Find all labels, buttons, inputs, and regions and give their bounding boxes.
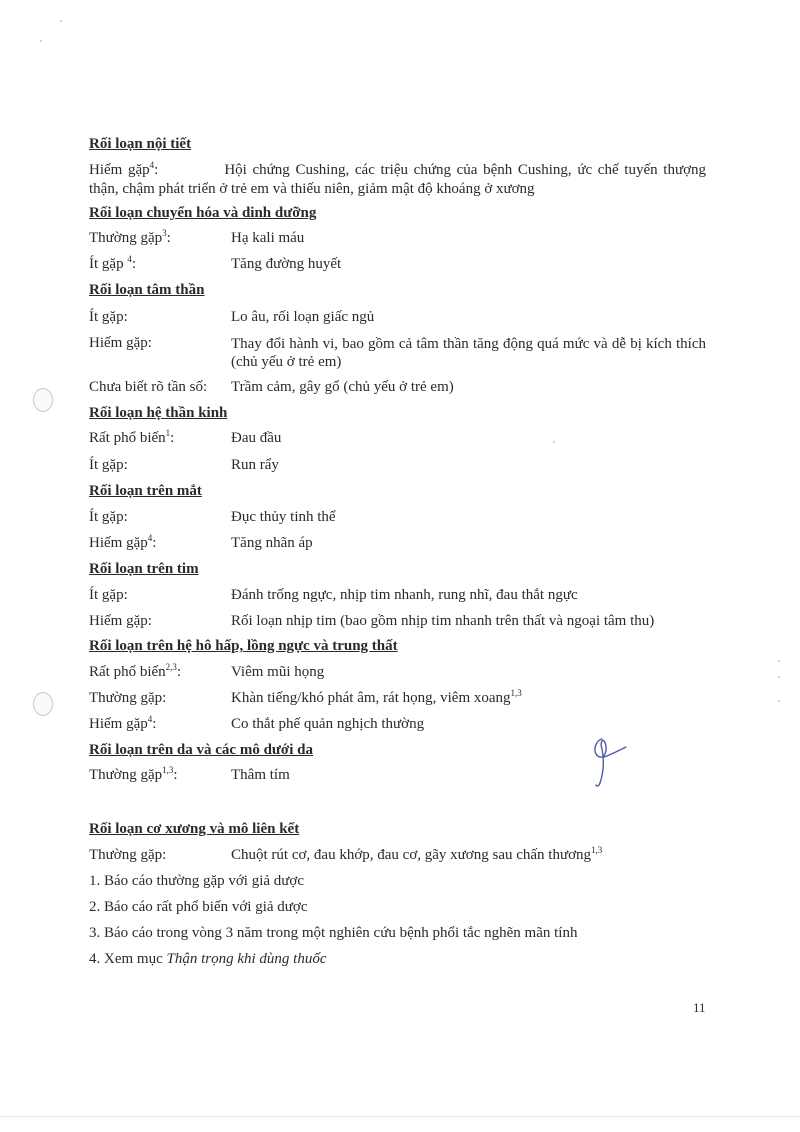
page-number: 11 — [693, 1000, 706, 1015]
musculo-common-label: Thường gặp: — [89, 847, 167, 863]
footnote-4-italic: Thận trọng khi dùng thuốc — [166, 951, 327, 967]
freq-label: Hiếm gặp — [89, 162, 150, 178]
section-heading-skin: Rối loạn trên da và các mô dưới da — [89, 742, 313, 758]
respiratory-rare-label — [89, 716, 156, 733]
section-heading-psychiatric: Rối loạn tâm thần — [89, 282, 205, 298]
footnote-ref: 4 — [147, 714, 153, 724]
footnote-1: 1. Báo cáo thường gặp với giả dược — [89, 873, 305, 889]
footnote-ref: 4 — [149, 160, 155, 170]
respiratory-very-common-label — [89, 664, 181, 681]
footnote-4 — [89, 951, 326, 968]
section-heading-respiratory: Rối loạn trên hệ hô hấp, lồng ngực và trung thất — [89, 638, 398, 654]
musculo-common-value — [231, 847, 602, 864]
scan-edge-line — [0, 1116, 800, 1117]
metabolism-uncommon-label — [89, 256, 136, 273]
footnote-ref: 1 — [165, 428, 171, 438]
freq-colon: : — [166, 230, 171, 246]
freq-label: Rất phổ biến — [89, 664, 166, 680]
footnote-4-prefix: 4. Xem mục — [89, 951, 167, 967]
scan-speck-icon — [778, 700, 780, 702]
freq-colon: : — [176, 664, 182, 680]
eye-uncommon-label: Ít gặp: — [89, 509, 128, 525]
metabolism-uncommon-value: Tăng đường huyết — [231, 256, 342, 272]
section-heading-cardiac: Rối loạn trên tim — [89, 561, 199, 577]
freq-label: Hiếm gặp — [89, 716, 148, 732]
freq-colon: : — [170, 430, 175, 446]
freq-label: Thường gặp — [89, 230, 163, 246]
freq-colon: : — [152, 716, 157, 732]
cardiac-rare-value: Rối loạn nhịp tim (bao gồm nhịp tim nhanh trên thất và ngoại tâm thu) — [231, 613, 655, 629]
freq-label: Hiếm gặp — [89, 535, 148, 551]
nervous-uncommon-value: Run rẩy — [231, 457, 279, 473]
footnote-ref: 4 — [127, 254, 132, 264]
respiratory-common-value — [231, 690, 522, 707]
scan-speck-icon — [553, 441, 555, 443]
freq-colon: : — [173, 767, 178, 783]
eye-rare-value: Tăng nhãn áp — [231, 535, 313, 551]
scan-speck-icon — [40, 40, 42, 42]
endocrine-rare-paragraph — [89, 161, 706, 199]
skin-common-label — [89, 767, 178, 784]
handwritten-initials-icon — [588, 733, 628, 789]
freq-label: Thường gặp — [89, 767, 163, 783]
metabolism-common-label — [89, 230, 171, 247]
nervous-very-common-label — [89, 430, 174, 447]
psychiatric-uncommon-label: Ít gặp: — [89, 309, 128, 325]
nervous-very-common-value: Đau đầu — [231, 430, 282, 446]
freq-colon: : — [154, 162, 159, 178]
footnote-ref: 2,3 — [165, 662, 177, 672]
eye-uncommon-value: Đục thủy tinh thể — [231, 509, 336, 525]
psychiatric-unknown-label: Chưa biết rõ tần số: — [89, 379, 208, 395]
punch-hole-icon — [33, 692, 53, 716]
footnote-ref: 3 — [162, 228, 167, 238]
footnote-ref: 1,3 — [591, 845, 603, 855]
scan-speck-icon — [60, 20, 62, 22]
scan-speck-icon — [778, 676, 780, 678]
footnote-3: 3. Báo cáo trong vòng 3 năm trong một nghiên cứu bệnh phổi tắc nghẽn mãn tính — [89, 925, 578, 941]
musculo-common-text: Chuột rút cơ, đau khớp, đau cơ, gãy xương sau chấn thương — [231, 847, 592, 863]
nervous-uncommon-label: Ít gặp: — [89, 457, 128, 473]
psychiatric-rare-label: Hiếm gặp: — [89, 335, 152, 351]
footnote-ref: 4 — [147, 533, 153, 543]
metabolism-common-value: Hạ kali máu — [231, 230, 305, 246]
freq-colon: : — [131, 256, 136, 272]
section-heading-nervous: Rối loạn hệ thần kinh — [89, 405, 228, 421]
footnote-ref: 1,3 — [510, 688, 522, 698]
footnote-2: 2. Báo cáo rất phổ biến với giả dược — [89, 899, 308, 915]
freq-label: Rất phổ biến — [89, 430, 166, 446]
respiratory-very-common-value: Viêm mũi họng — [231, 664, 325, 680]
psychiatric-rare-value: Thay đổi hành vi, bao gồm cả tâm thần tăng động quá mức và dễ bị kích thích (chủ yếu ở trẻ em) — [231, 336, 706, 370]
punch-hole-icon — [33, 388, 53, 412]
freq-colon: : — [152, 535, 157, 551]
psychiatric-unknown-value: Trầm cảm, gây gổ (chủ yếu ở trẻ em) — [231, 379, 454, 395]
skin-common-value: Thâm tím — [231, 767, 290, 783]
footnote-ref: 1,3 — [162, 765, 174, 775]
eye-rare-label — [89, 535, 156, 552]
cardiac-uncommon-label: Ít gặp: — [89, 587, 128, 603]
freq-label: Ít gặp — [89, 256, 128, 272]
section-heading-metabolism: Rối loạn chuyển hóa và dinh dưỡng — [89, 205, 317, 221]
respiratory-common-label: Thường gặp: — [89, 690, 167, 706]
respiratory-common-text: Khàn tiếng/khó phát âm, rát họng, viêm xoang — [231, 690, 511, 706]
section-heading-eye: Rối loạn trên mắt — [89, 483, 202, 499]
scan-speck-icon — [778, 660, 780, 662]
section-heading-endocrine: Rối loạn nội tiết — [89, 136, 192, 152]
psychiatric-uncommon-value: Lo âu, rối loạn giấc ngủ — [231, 309, 375, 325]
section-heading-musculoskeletal: Rối loạn cơ xương và mô liên kết — [89, 821, 300, 837]
cardiac-rare-label: Hiếm gặp: — [89, 613, 152, 629]
cardiac-uncommon-value: Đánh trống ngực, nhịp tim nhanh, rung nhĩ, đau thắt ngực — [231, 587, 578, 603]
respiratory-rare-value: Co thắt phế quản nghịch thường — [231, 716, 425, 732]
endocrine-rare-text: Hội chứng Cushing, các triệu chứng của bệnh Cushing, ức chế tuyến thượng thận, chậm phát triển ở trẻ em và thiếu niên, giảm mật độ khoáng ở xương — [89, 162, 707, 197]
